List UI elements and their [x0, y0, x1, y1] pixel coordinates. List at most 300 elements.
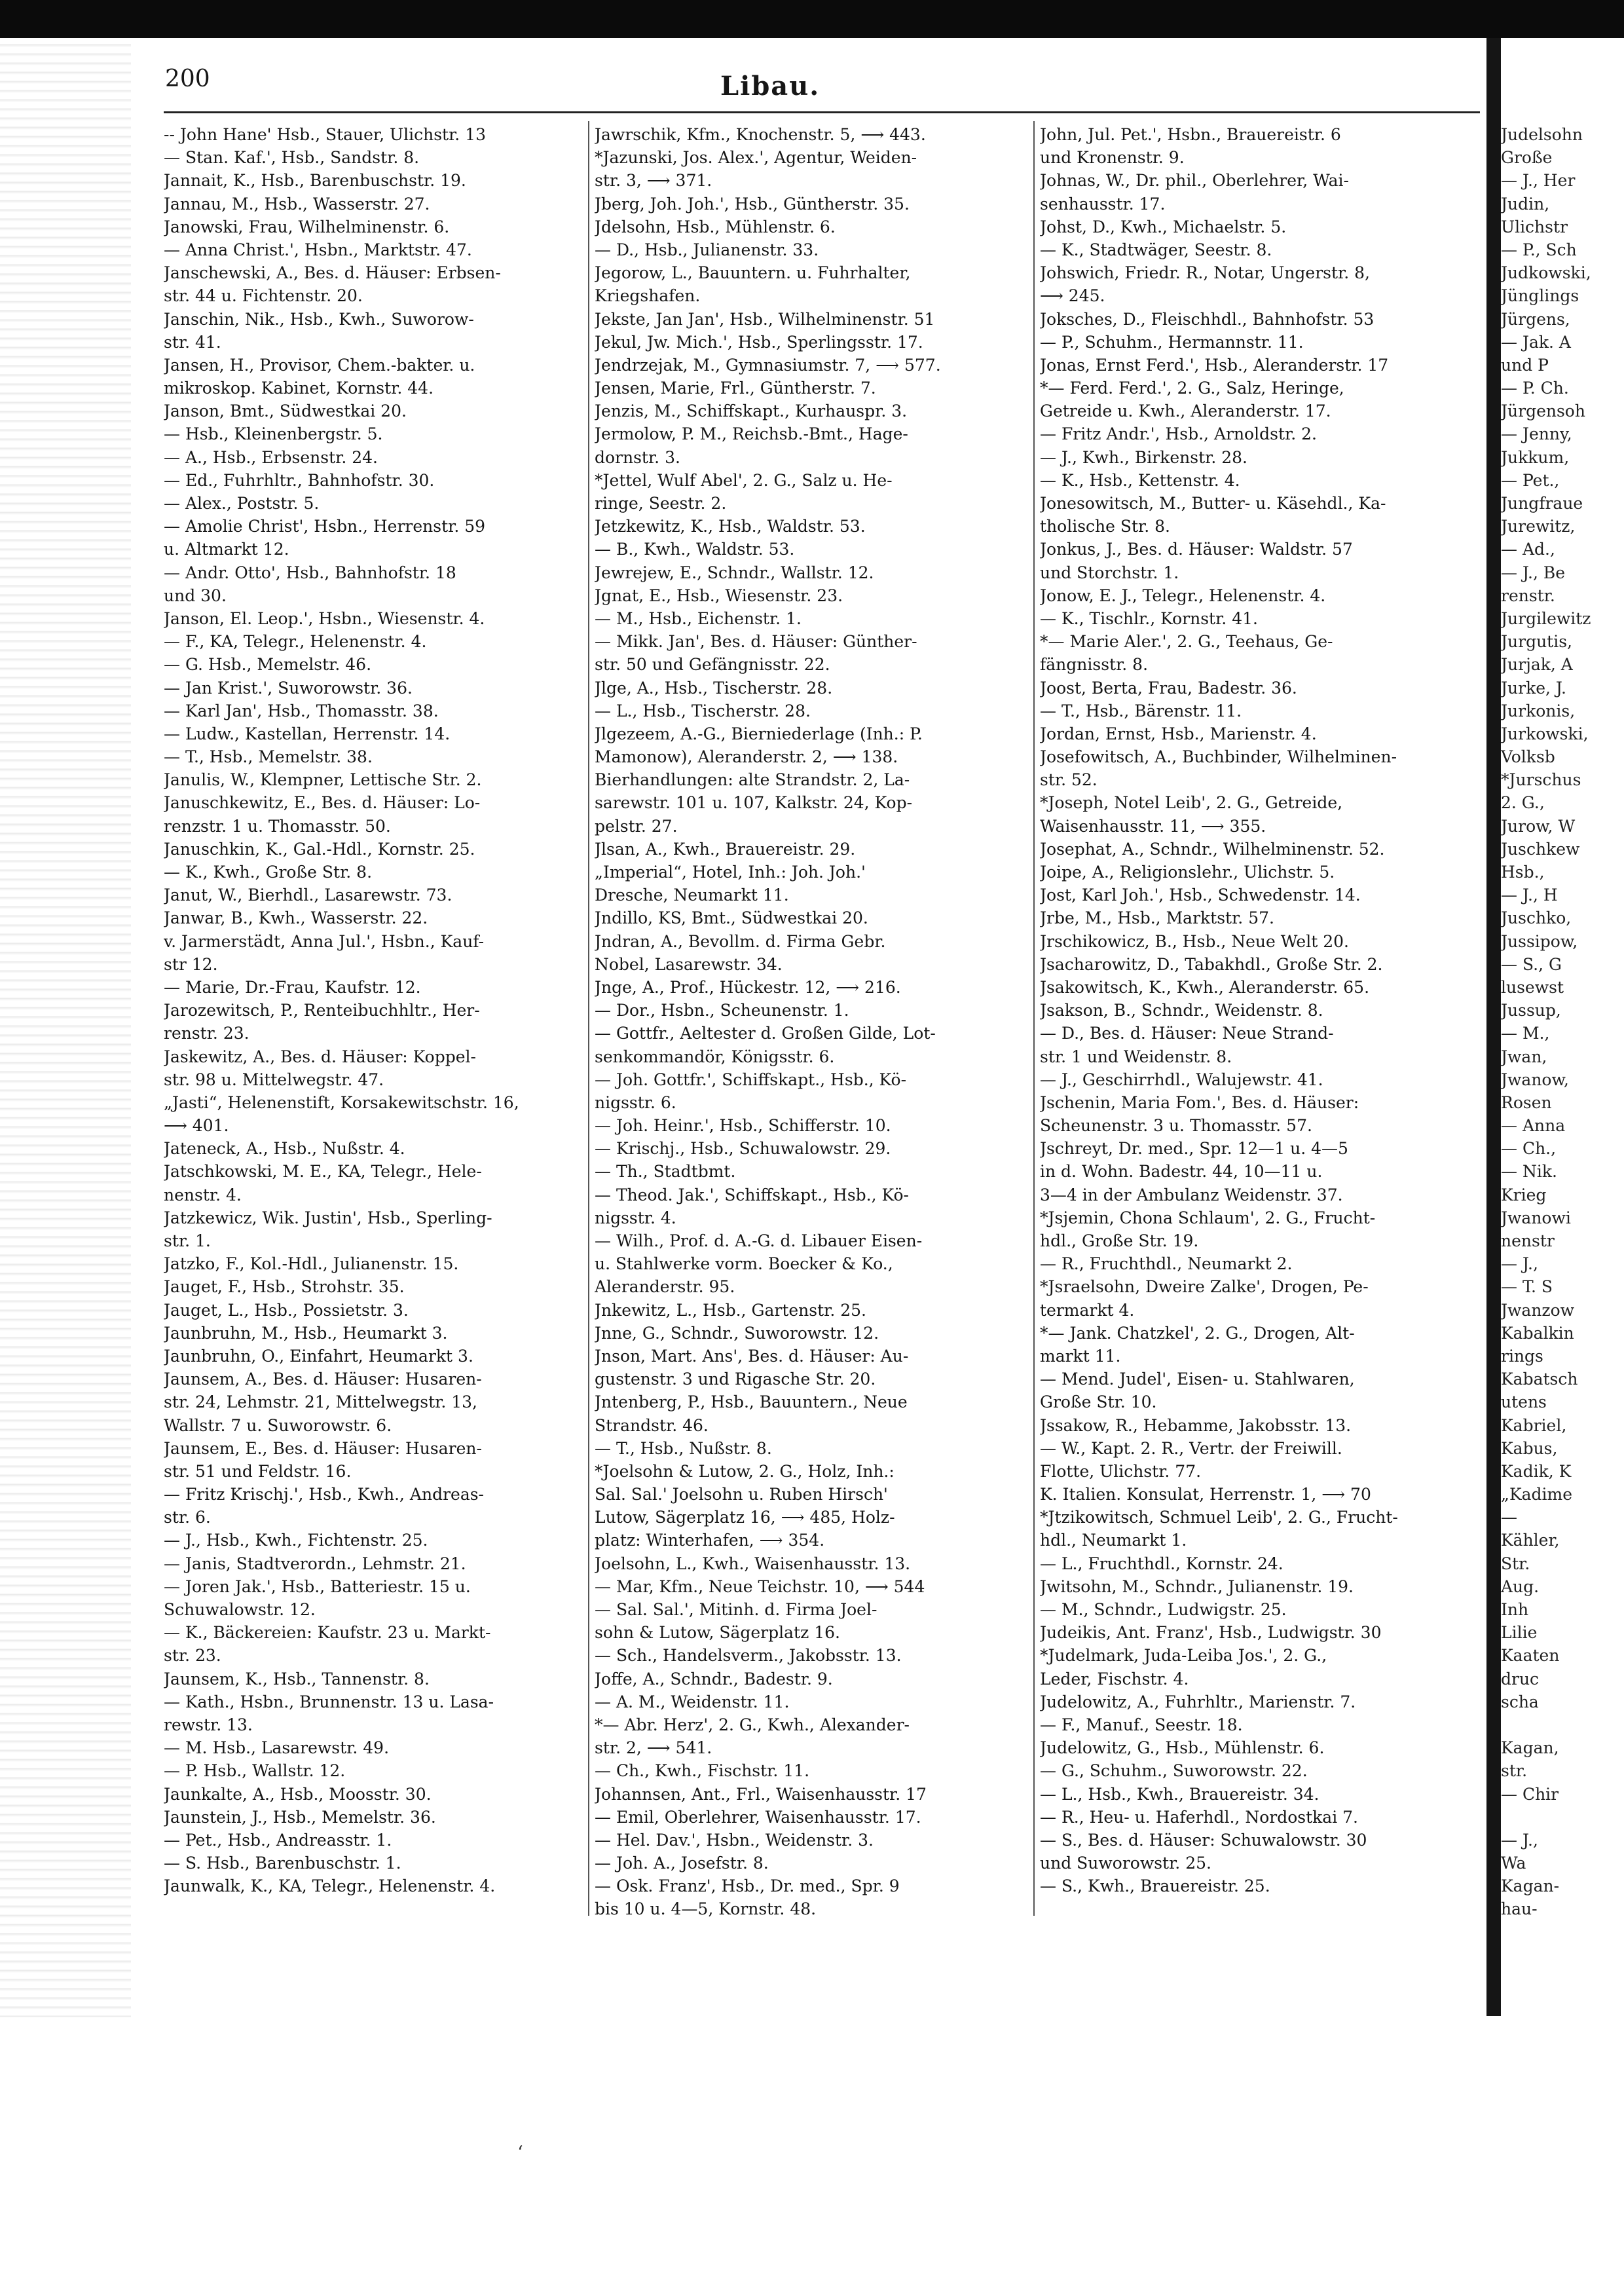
directory-entry-line: Jntenberg, P., Hsb., Bauuntern., Neue	[595, 1392, 908, 1412]
directory-entry-line: str. 6.	[164, 1508, 211, 1527]
directory-entry-line: und Kronenstr. 9.	[1040, 148, 1185, 168]
directory-entry-line: renzstr. 1 u. Thomasstr. 50.	[164, 816, 391, 836]
directory-entry-line: str. 3, ⟶ 371.	[595, 171, 712, 191]
edge-entry-line: und P	[1501, 355, 1549, 375]
directory-entry-line: Jsacharowitz, D., Tabakhdl., Große Str. 2.	[1040, 954, 1383, 974]
directory-entry-line: — T., Hsb., Memelstr. 38.	[164, 747, 373, 767]
directory-entry-line: Jschenin, Maria Fom.', Bes. d. Häuser:	[1040, 1092, 1359, 1112]
directory-entry-line: str. 41.	[164, 332, 221, 352]
directory-entry-line: — Stan. Kaf.', Hsb., Sandstr. 8.	[164, 148, 420, 168]
directory-entry-line: Jaunsem, K., Hsb., Tannenstr. 8.	[164, 1669, 430, 1689]
directory-entry-line: — Mikk. Jan', Bes. d. Häuser: Günther-	[595, 632, 917, 652]
directory-entry-line: renstr. 23.	[164, 1024, 249, 1043]
directory-entry-line: Joost, Berta, Frau, Badestr. 36.	[1040, 678, 1297, 698]
directory-entry-line: str. 44 u. Fichtenstr. 20.	[164, 286, 363, 306]
directory-entry-line: *Jettel, Wulf Abel', 2. G., Salz u. He-	[595, 470, 893, 490]
edge-entry-line: — P. Ch.	[1501, 379, 1569, 398]
edge-entry-line: Hsb.,	[1501, 863, 1545, 882]
directory-entry-line: — T., Hsb., Nußstr. 8.	[595, 1438, 772, 1458]
directory-entry-line: — Dor., Hsbn., Scheunenstr. 1.	[595, 1001, 849, 1020]
edge-entry-line: Krieg	[1501, 1185, 1547, 1204]
directory-entry-line: ⟶ 401.	[164, 1116, 229, 1136]
directory-entry-line: — W., Kapt. 2. R., Vertr. der Freiwill.	[1040, 1438, 1342, 1458]
directory-entry-line: str. 24, Lehmstr. 21, Mittelwegstr. 13,	[164, 1392, 477, 1412]
directory-entry-line: nenstr. 4.	[164, 1185, 242, 1204]
edge-entry-line: — J., H	[1501, 886, 1558, 905]
edge-entry-line: Rosen	[1501, 1092, 1552, 1112]
directory-entry-line: — Emil, Oberlehrer, Waisenhausstr. 17.	[595, 1807, 921, 1827]
directory-entry-line: — Joren Jak.', Hsb., Batteriestr. 15 u.	[164, 1577, 471, 1596]
edge-entry-line: — Anna	[1501, 1116, 1566, 1136]
edge-entry-line: — J., Be	[1501, 563, 1566, 582]
directory-entry-line: 3—4 in der Ambulanz Weidenstr. 37.	[1040, 1185, 1343, 1204]
edge-entry-line: Jussup,	[1501, 1001, 1561, 1020]
directory-entry-line: — K., Tischlr., Kornstr. 41.	[1040, 608, 1258, 628]
directory-entry-line: und Suworowstr. 25.	[1040, 1854, 1211, 1873]
directory-entry-line: gustenstr. 3 und Rigasche Str. 20.	[595, 1370, 876, 1389]
edge-entry-line: — Ad.,	[1501, 540, 1555, 559]
directory-entry-line: Jaunstein, J., Hsb., Memelstr. 36.	[164, 1807, 436, 1827]
edge-entry-line: — S., G	[1501, 954, 1562, 974]
directory-entry-line: rewstr. 13.	[164, 1715, 253, 1734]
edge-entry-line: Judelsohn	[1501, 125, 1583, 144]
directory-entry-line: *— Abr. Herz', 2. G., Kwh., Alexander-	[595, 1715, 910, 1734]
directory-entry-line: Josefowitsch, A., Buchbinder, Wilhelminen-	[1040, 747, 1397, 767]
directory-entry-line: — J., Kwh., Birkenstr. 28.	[1040, 447, 1247, 467]
directory-entry-line: v. Jarmerstädt, Anna Jul.', Hsbn., Kauf-	[164, 931, 485, 951]
directory-entry-line: Januschkewitz, E., Bes. d. Häuser: Lo-	[164, 793, 481, 813]
directory-entry-line: — Ed., Fuhrhltr., Bahnhofstr. 30.	[164, 470, 435, 490]
directory-entry-line: — Krischj., Hsb., Schuwalowstr. 29.	[595, 1139, 891, 1159]
directory-entry-line: Wallstr. 7 u. Suworowstr. 6.	[164, 1415, 392, 1435]
directory-entry-line: — Ludw., Kastellan, Herrenstr. 14.	[164, 724, 451, 743]
edge-entry-line: Volksb	[1501, 747, 1555, 767]
directory-entry-line: „Imperial“, Hotel, Inh.: Joh. Joh.'	[595, 863, 866, 882]
directory-entry-line: str. 1.	[164, 1231, 211, 1250]
directory-entry-line: in d. Wohn. Badestr. 44, 10—11 u.	[1040, 1162, 1323, 1182]
directory-column-1	[164, 123, 583, 1897]
directory-entry-line: Jatzkewicz, Wik. Justin', Hsb., Sperling-	[164, 1208, 492, 1227]
directory-entry-line: Scheunenstr. 3 u. Thomasstr. 57.	[1040, 1116, 1312, 1136]
edge-entry-line: Jwanzow	[1501, 1300, 1575, 1320]
directory-entry-line: Jauget, F., Hsb., Strohstr. 35.	[164, 1277, 405, 1297]
directory-entry-line: — Sch., Handelsverm., Jakobsstr. 13.	[595, 1646, 902, 1666]
directory-entry-line: John, Jul. Pet.', Hsbn., Brauereistr. 6	[1040, 125, 1341, 144]
directory-entry-line: hdl., Große Str. 19.	[1040, 1231, 1199, 1250]
directory-entry-line: — Anna Christ.', Hsbn., Marktstr. 47.	[164, 240, 472, 259]
page-number: 200	[165, 65, 210, 92]
directory-entry-line: Jendrzejak, M., Gymnasiumstr. 7, ⟶ 577.	[595, 355, 941, 375]
directory-entry-line: Jaskewitz, A., Bes. d. Häuser: Koppel-	[164, 1047, 476, 1066]
directory-entry-line: *Jsjemin, Chona Schlaum', 2. G., Frucht-	[1040, 1208, 1376, 1227]
directory-entry-line: Janut, W., Bierhdl., Lasarewstr. 73.	[164, 886, 452, 905]
directory-entry-line: tholische Str. 8.	[1040, 517, 1170, 536]
directory-entry-line: u. Stahlwerke vorm. Boecker & Ko.,	[595, 1254, 893, 1274]
directory-entry-line: *— Ferd. Ferd.', 2. G., Salz, Heringe,	[1040, 379, 1344, 398]
directory-entry-line: — G. Hsb., Memelstr. 46.	[164, 655, 372, 675]
directory-entry-line: — Hel. Dav.', Hsbn., Weidenstr. 3.	[595, 1830, 874, 1850]
directory-entry-line: — Marie, Dr.-Frau, Kaufstr. 12.	[164, 977, 421, 997]
edge-entry-line	[1501, 1806, 1624, 1829]
directory-entry-line: Jssakow, R., Hebamme, Jakobsstr. 13.	[1040, 1415, 1352, 1435]
directory-entry-line: — G., Schuhm., Suworowstr. 22.	[1040, 1761, 1308, 1781]
directory-entry-line: — R., Fruchthdl., Neumarkt 2.	[1040, 1254, 1293, 1274]
edge-entry-line: „Kadime	[1501, 1485, 1573, 1504]
directory-entry-line: pelstr. 27.	[595, 816, 678, 836]
edge-entry-line: Kähler,	[1501, 1531, 1560, 1550]
edge-entry-line: Lilie	[1501, 1623, 1538, 1643]
edge-entry-line: Kabriel,	[1501, 1415, 1567, 1435]
directory-entry-line: platz: Winterhafen, ⟶ 354.	[595, 1531, 825, 1550]
directory-entry-line: — K., Hsb., Kettenstr. 4.	[1040, 470, 1240, 490]
edge-entry-line: Jwan,	[1501, 1047, 1547, 1066]
directory-entry-line: *Jtzikowitsch, Schmuel Leib', 2. G., Frucht-	[1040, 1508, 1398, 1527]
next-page-edge-column	[1501, 123, 1624, 1921]
directory-entry-line: termarkt 4.	[1040, 1300, 1135, 1320]
edge-entry-line: Jwanow,	[1501, 1070, 1569, 1089]
edge-entry-line: hau-	[1501, 1899, 1538, 1919]
directory-entry-line: — P., Schuhm., Hermannstr. 11.	[1040, 332, 1304, 352]
directory-entry-line: — R., Heu- u. Haferhdl., Nordostkai 7.	[1040, 1807, 1358, 1827]
directory-entry-line: — Theod. Jak.', Schiffskapt., Hsb., Kö-	[595, 1185, 909, 1204]
directory-entry-line: Jonas, Ernst Ferd.', Hsb., Aleranderstr. 17	[1040, 355, 1389, 375]
edge-entry-line: Jürgens,	[1501, 309, 1570, 329]
directory-entry-line: *Joelsohn & Lutow, 2. G., Holz, Inh.:	[595, 1461, 895, 1481]
directory-entry-line: Joffe, A., Schndr., Badestr. 9.	[595, 1669, 833, 1689]
directory-entry-line: str. 98 u. Mittelwegstr. 47.	[164, 1070, 384, 1089]
edge-entry-line: — M.,	[1501, 1024, 1550, 1043]
edge-entry-line: — Nik.	[1501, 1162, 1557, 1182]
edge-entry-line: Jünglings	[1501, 286, 1579, 306]
directory-entry-line: Jansen, H., Provisor, Chem.-bakter. u.	[164, 355, 475, 375]
edge-entry-line	[1501, 1713, 1624, 1736]
directory-entry-line: — S., Kwh., Brauereistr. 25.	[1040, 1876, 1270, 1896]
directory-entry-line: Nobel, Lasarewstr. 34.	[595, 954, 783, 974]
edge-entry-line: — T. S	[1501, 1277, 1553, 1297]
directory-entry-line: — Amolie Christ', Hsbn., Herrenstr. 59	[164, 517, 486, 536]
directory-entry-line: — Fritz Andr.', Hsb., Arnoldstr. 2.	[1040, 424, 1317, 444]
directory-entry-line: Jetzkewitz, K., Hsb., Waldstr. 53.	[595, 517, 866, 536]
edge-entry-line: Inh	[1501, 1600, 1529, 1619]
directory-entry-line: — L., Hsb., Tischerstr. 28.	[595, 701, 811, 720]
edge-entry-line: Juschko,	[1501, 908, 1572, 928]
directory-entry-line: — A., Hsb., Erbsenstr. 24.	[164, 447, 378, 467]
edge-entry-line: Aug.	[1501, 1577, 1540, 1596]
edge-entry-line: — J., Her	[1501, 171, 1576, 191]
directory-entry-line: — Sal. Sal.', Mitinh. d. Firma Joel-	[595, 1600, 877, 1619]
directory-entry-line: Jnson, Mart. Ans', Bes. d. Häuser: Au-	[595, 1346, 909, 1366]
directory-entry-line: Waisenhausstr. 11, ⟶ 355.	[1040, 816, 1266, 836]
directory-entry-line: Jaunbruhn, O., Einfahrt, Heumarkt 3.	[164, 1346, 473, 1366]
edge-entry-line: Kabus,	[1501, 1438, 1558, 1458]
edge-entry-line: Kabalkin	[1501, 1323, 1574, 1343]
edge-entry-line: Kagan-	[1501, 1876, 1560, 1896]
directory-entry-line: — Joh. Gottfr.', Schiffskapt., Hsb., Kö-	[595, 1070, 907, 1089]
directory-entry-line: Josephat, A., Schndr., Wilhelminenstr. 52.	[1040, 839, 1385, 859]
edge-entry-line: Jurjak, A	[1501, 655, 1573, 675]
directory-entry-line: str. 1 und Weidenstr. 8.	[1040, 1047, 1232, 1066]
directory-entry-line: — A. M., Weidenstr. 11.	[595, 1692, 790, 1711]
directory-entry-line: Janson, Bmt., Südwestkai 20.	[164, 401, 407, 421]
directory-entry-line: senkommandör, Königsstr. 6.	[595, 1047, 835, 1066]
directory-entry-line: und Storchstr. 1.	[1040, 563, 1179, 582]
directory-entry-line: markt 11.	[1040, 1346, 1121, 1366]
edge-entry-line: — P., Sch	[1501, 240, 1577, 259]
edge-entry-line: rings	[1501, 1346, 1543, 1366]
directory-entry-line: Jaunsem, A., Bes. d. Häuser: Husaren-	[164, 1370, 482, 1389]
directory-entry-line: *Judelmark, Juda-Leiba Jos.', 2. G.,	[1040, 1646, 1327, 1666]
directory-entry-line: Getreide u. Kwh., Aleranderstr. 17.	[1040, 401, 1331, 421]
directory-entry-line: Jonow, E. J., Telegr., Helenenstr. 4.	[1040, 586, 1326, 605]
edge-entry-line: Wa	[1501, 1854, 1526, 1873]
directory-entry-line: — F., KA, Telegr., Helenenstr. 4.	[164, 632, 427, 652]
directory-entry-line: Jawrschik, Kfm., Knochenstr. 5, ⟶ 443.	[595, 125, 926, 144]
directory-entry-line: -- John Hane' Hsb., Stauer, Ulichstr. 13	[164, 125, 486, 144]
left-scan-edge	[0, 38, 131, 2036]
directory-entry-line: Jenzis, M., Schiffskapt., Kurhauspr. 3.	[595, 401, 908, 421]
directory-entry-line: Jaunkalte, A., Hsb., Moosstr. 30.	[164, 1784, 432, 1804]
directory-entry-line: ⟶ 245.	[1040, 286, 1105, 306]
edge-entry-line: Jürgensoh	[1501, 401, 1585, 421]
edge-entry-line: Judkowski,	[1501, 263, 1591, 283]
directory-entry-line: Jauget, L., Hsb., Possietstr. 3.	[164, 1300, 409, 1320]
edge-entry-line: — Chir	[1501, 1784, 1559, 1804]
directory-entry-line: „Jasti“, Helenenstift, Korsakewitschstr. 16,	[164, 1092, 519, 1112]
directory-entry-line: — M. Hsb., Lasarewstr. 49.	[164, 1738, 390, 1758]
directory-entry-line: Janulis, W., Klempner, Lettische Str. 2.	[164, 770, 482, 790]
edge-entry-line: Ulichstr	[1501, 217, 1568, 236]
edge-entry-line: druc	[1501, 1669, 1540, 1689]
directory-entry-line: Jost, Karl Joh.', Hsb., Schwedenstr. 14.	[1040, 886, 1361, 905]
directory-entry-line: Jlge, A., Hsb., Tischerstr. 28.	[595, 678, 833, 698]
directory-entry-line: — S., Bes. d. Häuser: Schuwalowstr. 30	[1040, 1830, 1367, 1850]
directory-entry-line: und 30.	[164, 586, 227, 605]
directory-entry-line: — K., Kwh., Große Str. 8.	[164, 863, 373, 882]
edge-entry-line: utens	[1501, 1392, 1547, 1412]
directory-entry-line: — S. Hsb., Barenbuschstr. 1.	[164, 1854, 401, 1873]
directory-entry-line: Strandstr. 46.	[595, 1415, 709, 1435]
edge-entry-line: Jurewitz,	[1501, 517, 1576, 536]
directory-entry-line: str. 23.	[164, 1646, 221, 1666]
directory-entry-line: — Alex., Poststr. 5.	[164, 494, 320, 513]
directory-entry-line: — K., Stadtwäger, Seestr. 8.	[1040, 240, 1272, 259]
directory-entry-line: Jaunwalk, K., KA, Telegr., Helenenstr. 4.	[164, 1876, 496, 1896]
directory-entry-line: — Karl Jan', Hsb., Thomasstr. 38.	[164, 701, 439, 720]
directory-entry-line: Jrbe, M., Hsb., Marktstr. 57.	[1040, 908, 1274, 928]
directory-entry-line: Judelowitz, A., Fuhrhltr., Marienstr. 7.	[1040, 1692, 1356, 1711]
directory-entry-line: Jsakson, B., Schndr., Weidenstr. 8.	[1040, 1001, 1323, 1020]
directory-entry-line: — L., Fruchthdl., Kornstr. 24.	[1040, 1554, 1283, 1573]
directory-entry-line: Jlgezeem, A.-G., Bierniederlage (Inh.: P.	[595, 724, 923, 743]
directory-entry-line: Aleranderstr. 95.	[595, 1277, 735, 1297]
book-spine-shadow	[1486, 38, 1501, 2016]
directory-entry-line: — Gottfr., Aeltester d. Großen Gilde, Lot-	[595, 1024, 936, 1043]
stray-mark: ʻ	[517, 2142, 523, 2163]
directory-entry-line: — Ch., Kwh., Fischstr. 11.	[595, 1761, 810, 1781]
directory-entry-line: Januschkin, K., Gal.-Hdl., Kornstr. 25.	[164, 839, 475, 859]
directory-entry-line: Jekul, Jw. Mich.', Hsb., Sperlingsstr. 17.	[595, 332, 923, 352]
directory-entry-line: Jatzko, F., Kol.-Hdl., Julianenstr. 15.	[164, 1254, 459, 1274]
directory-entry-line: Jaunsem, E., Bes. d. Häuser: Husaren-	[164, 1438, 482, 1458]
directory-entry-line: str. 52.	[1040, 770, 1098, 790]
directory-entry-line: Janschin, Nik., Hsb., Kwh., Suworow-	[164, 309, 474, 329]
directory-entry-line: Jschreyt, Dr. med., Spr. 12—1 u. 4—5	[1040, 1139, 1348, 1159]
directory-entry-line: *— Jank. Chatzkel', 2. G., Drogen, Alt-	[1040, 1323, 1355, 1343]
directory-entry-line: Jonkus, J., Bes. d. Häuser: Waldstr. 57	[1040, 540, 1353, 559]
directory-entry-line: — Hsb., Kleinenbergstr. 5.	[164, 424, 383, 444]
edge-entry-line: Jurgutis,	[1501, 632, 1572, 652]
edge-entry-line: — Ch.,	[1501, 1139, 1557, 1159]
directory-column-2	[595, 123, 1027, 1921]
directory-entry-line: Jarozewitsch, P., Renteibuchhltr., Her-	[164, 1001, 480, 1020]
directory-entry-line: Jberg, Joh. Joh.', Hsb., Güntherstr. 35.	[595, 194, 910, 214]
directory-entry-line: — Janis, Stadtverordn., Lehmstr. 21.	[164, 1554, 466, 1573]
directory-entry-line: — D., Hsb., Julianenstr. 33.	[595, 240, 819, 259]
directory-entry-line: str. 2, ⟶ 541.	[595, 1738, 712, 1758]
directory-entry-line: Jekste, Jan Jan', Hsb., Wilhelminenstr. 51	[595, 309, 935, 329]
directory-entry-line: Jdelsohn, Hsb., Mühlenstr. 6.	[595, 217, 836, 236]
edge-entry-line: Jurgilewitz	[1501, 608, 1591, 628]
directory-entry-line: Jewrejew, E., Schndr., Wallstr. 12.	[595, 563, 874, 582]
edge-entry-line: — Jak. A	[1501, 332, 1571, 352]
directory-entry-line: mikroskop. Kabinet, Kornstr. 44.	[164, 379, 434, 398]
directory-entry-line: Schuwalowstr. 12.	[164, 1600, 316, 1619]
directory-entry-line: Jndran, A., Bevollm. d. Firma Gebr.	[595, 931, 886, 951]
header-rule	[164, 111, 1480, 113]
directory-entry-line: K. Italien. Konsulat, Herrenstr. 1, ⟶ 70	[1040, 1485, 1371, 1504]
edge-entry-line: — Pet.,	[1501, 470, 1560, 490]
directory-entry-line: Joksches, D., Fleischhdl., Bahnhofstr. 53	[1040, 309, 1375, 329]
directory-entry-line: — M., Schndr., Ludwigstr. 25.	[1040, 1600, 1287, 1619]
directory-entry-line: Johst, D., Kwh., Michaelstr. 5.	[1040, 217, 1287, 236]
directory-entry-line: Judelowitz, G., Hsb., Mühlenstr. 6.	[1040, 1738, 1325, 1758]
directory-entry-line: — Fritz Krischj.', Hsb., Kwh., Andreas-	[164, 1485, 485, 1504]
directory-entry-line: Dresche, Neumarkt 11.	[595, 886, 789, 905]
directory-entry-line: — D., Bes. d. Häuser: Neue Strand-	[1040, 1024, 1334, 1043]
edge-entry-line: — J.,	[1501, 1254, 1538, 1274]
directory-entry-line: Jatschkowski, M. E., KA, Telegr., Hele-	[164, 1162, 482, 1182]
directory-entry-line: Joipe, A., Religionslehr., Ulichstr. 5.	[1040, 863, 1335, 882]
directory-entry-line: — F., Manuf., Seestr. 18.	[1040, 1715, 1243, 1734]
directory-entry-line: — P. Hsb., Wallstr. 12.	[164, 1761, 346, 1781]
directory-entry-line: Jnge, A., Prof., Hückestr. 12, ⟶ 216.	[595, 977, 901, 997]
directory-entry-line: Jegorow, L., Bauuntern. u. Fuhrhalter,	[595, 263, 911, 283]
edge-entry-line: Jurkonis,	[1501, 701, 1576, 720]
directory-entry-line: Bierhandlungen: alte Strandstr. 2, La-	[595, 770, 910, 790]
edge-entry-line: Judin,	[1501, 194, 1550, 214]
directory-entry-line: senhausstr. 17.	[1040, 194, 1166, 214]
edge-entry-line: Kadik, K	[1501, 1461, 1572, 1481]
edge-entry-line: Große	[1501, 148, 1553, 168]
directory-entry-line: — T., Hsb., Bärenstr. 11.	[1040, 701, 1242, 720]
directory-entry-line: nigsstr. 6.	[595, 1092, 676, 1112]
directory-entry-line: Jannait, K., Hsb., Barenbuschstr. 19.	[164, 171, 466, 191]
directory-entry-line: Jwitsohn, M., Schndr., Julianenstr. 19.	[1040, 1577, 1354, 1596]
directory-entry-line: — B., Kwh., Waldstr. 53.	[595, 540, 795, 559]
directory-entry-line: Kriegshafen.	[595, 286, 701, 306]
edge-entry-line: Jurow, W	[1501, 816, 1576, 836]
edge-entry-line: *Jurschus	[1501, 770, 1581, 790]
directory-entry-line: Jndillo, KS, Bmt., Südwestkai 20.	[595, 908, 868, 928]
edge-entry-line: Jungfraue	[1501, 494, 1583, 513]
edge-entry-line: Jukkum,	[1501, 447, 1570, 467]
directory-entry-line: Jnne, G., Schndr., Suworowstr. 12.	[595, 1323, 879, 1343]
edge-entry-line: — Jenny,	[1501, 424, 1572, 444]
edge-entry-line: nenstr	[1501, 1231, 1555, 1250]
directory-entry-line: — K., Bäckereien: Kaufstr. 23 u. Markt-	[164, 1623, 491, 1643]
directory-entry-line: Lutow, Sägerplatz 16, ⟶ 485, Holz-	[595, 1508, 895, 1527]
directory-entry-line: — Joh. Heinr.', Hsb., Schifferstr. 10.	[595, 1116, 891, 1136]
directory-entry-line: Jnkewitz, L., Hsb., Gartenstr. 25.	[595, 1300, 866, 1320]
directory-entry-line: Jgnat, E., Hsb., Wiesenstr. 23.	[595, 586, 843, 605]
edge-entry-line: Kabatsch	[1501, 1370, 1578, 1389]
directory-entry-line: Joelsohn, L., Kwh., Waisenhausstr. 13.	[595, 1554, 911, 1573]
directory-entry-line: — Wilh., Prof. d. A.-G. d. Libauer Eisen-	[595, 1231, 923, 1250]
directory-entry-line: fängnisstr. 8.	[1040, 655, 1149, 675]
directory-entry-line: — Jan Krist.', Suworowstr. 36.	[164, 678, 413, 698]
directory-entry-line: — Andr. Otto', Hsb., Bahnhofstr. 18	[164, 563, 456, 582]
directory-entry-line: Jrschikowicz, B., Hsb., Neue Welt 20.	[1040, 931, 1349, 951]
edge-entry-line: Kaaten	[1501, 1646, 1560, 1666]
column-divider-2	[1033, 121, 1035, 1916]
directory-entry-line: str 12.	[164, 954, 218, 974]
directory-entry-line: ringe, Seestr. 2.	[595, 494, 727, 513]
edge-entry-line: Str.	[1501, 1554, 1530, 1573]
edge-entry-line: lusewst	[1501, 977, 1564, 997]
directory-entry-line: Sal. Sal.' Joelsohn u. Ruben Hirsch'	[595, 1485, 888, 1504]
directory-entry-line: Johnas, W., Dr. phil., Oberlehrer, Wai-	[1040, 171, 1349, 191]
edge-entry-line: —	[1501, 1508, 1517, 1527]
column-divider-1	[588, 121, 589, 1916]
directory-entry-line: hdl., Neumarkt 1.	[1040, 1531, 1187, 1550]
directory-entry-line: Judeikis, Ant. Franz', Hsb., Ludwigstr. 30	[1040, 1623, 1382, 1643]
edge-entry-line: Juschkew	[1501, 839, 1580, 859]
blank-margin	[0, 2017, 1624, 2295]
directory-entry-line: — Osk. Franz', Hsb., Dr. med., Spr. 9	[595, 1876, 900, 1896]
edge-entry-line: scha	[1501, 1692, 1539, 1711]
directory-entry-line: Janowski, Frau, Wilhelminenstr. 6.	[164, 217, 450, 236]
directory-entry-line: Johswich, Friedr. R., Notar, Ungerstr. 8,	[1040, 263, 1370, 283]
directory-entry-line: Jonesowitsch, M., Butter- u. Käsehdl., Ka-	[1040, 494, 1386, 513]
directory-entry-line: — Pet., Hsb., Andreasstr. 1.	[164, 1830, 392, 1850]
directory-entry-line: Jsakowitsch, K., Kwh., Aleranderstr. 65.	[1040, 977, 1370, 997]
directory-entry-line: — Joh. A., Josefstr. 8.	[595, 1854, 769, 1873]
directory-entry-line: Janwar, B., Kwh., Wasserstr. 22.	[164, 908, 428, 928]
directory-entry-line: Mamonow), Aleranderstr. 2, ⟶ 138.	[595, 747, 898, 767]
edge-entry-line: 2. G.,	[1501, 793, 1545, 813]
directory-entry-line: *Joseph, Notel Leib', 2. G., Getreide,	[1040, 793, 1343, 813]
directory-entry-line: — Mar, Kfm., Neue Teichstr. 10, ⟶ 544	[595, 1577, 925, 1596]
directory-column-3	[1040, 123, 1480, 1897]
edge-entry-line: Jurke, J.	[1501, 678, 1566, 698]
directory-entry-line: Jensen, Marie, Frl., Güntherstr. 7.	[595, 379, 876, 398]
directory-entry-line: — Kath., Hsbn., Brunnenstr. 13 u. Lasa-	[164, 1692, 494, 1711]
edge-entry-line: — J.,	[1501, 1830, 1538, 1850]
directory-entry-line: Jlsan, A., Kwh., Brauereistr. 29.	[595, 839, 856, 859]
top-scan-border	[0, 0, 1624, 38]
directory-entry-line: — M., Hsb., Eichenstr. 1.	[595, 608, 802, 628]
directory-entry-line: — J., Hsb., Kwh., Fichtenstr. 25.	[164, 1531, 428, 1550]
directory-entry-line: Jordan, Ernst, Hsb., Marienstr. 4.	[1040, 724, 1317, 743]
directory-entry-line: — L., Hsb., Kwh., Brauereistr. 34.	[1040, 1784, 1320, 1804]
directory-entry-line: bis 10 u. 4—5, Kornstr. 48.	[595, 1899, 817, 1919]
edge-entry-line: renstr.	[1501, 586, 1555, 605]
directory-entry-line: u. Altmarkt 12.	[164, 540, 289, 559]
directory-entry-line: Jermolow, P. M., Reichsb.-Bmt., Hage-	[595, 424, 908, 444]
directory-entry-line: Janson, El. Leop.', Hsbn., Wiesenstr. 4.	[164, 608, 485, 628]
directory-entry-line: — Mend. Judel', Eisen- u. Stahlwaren,	[1040, 1370, 1355, 1389]
directory-entry-line: str. 51 und Feldstr. 16.	[164, 1461, 352, 1481]
